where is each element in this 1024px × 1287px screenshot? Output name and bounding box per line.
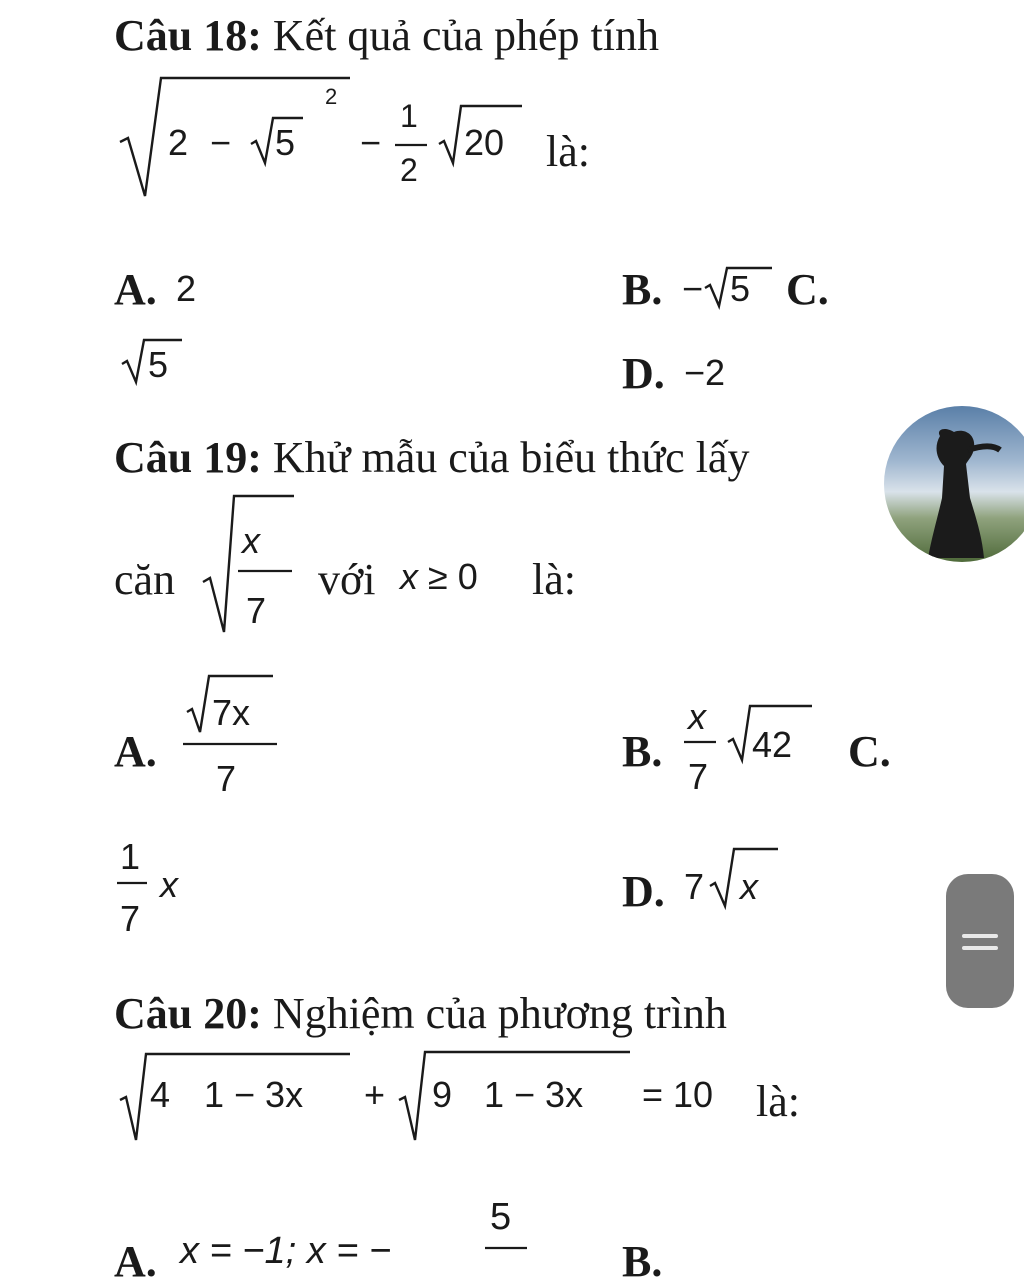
q19-option-b-label: B.: [622, 727, 663, 776]
q18-frac-num: 1: [400, 98, 418, 134]
q19-option-a-num: [212, 692, 250, 734]
q19-frac-den: 7: [246, 590, 267, 631]
q19-option-c-den: 7: [120, 898, 141, 939]
q19-suffix: là:: [532, 555, 576, 604]
q20-text: Nghiệm của phương trình: [261, 989, 727, 1038]
q18-number: Câu 18:: [114, 11, 262, 60]
q18-frac-den: 2: [400, 152, 418, 188]
q18-option-a-value: 2: [176, 268, 197, 309]
q19-option-d-radicand: x: [740, 866, 758, 907]
q18-option-b-minus: −: [682, 268, 704, 309]
q18-exponent: 2: [325, 84, 338, 109]
q18-radicand-20: 20: [464, 122, 505, 163]
q20-plus: +: [364, 1074, 386, 1115]
q19-option-c-label: C.: [848, 727, 891, 776]
profile-photo[interactable]: [884, 406, 1024, 562]
q19-prefix: căn: [114, 555, 176, 604]
q18-option-c-label: C.: [786, 265, 829, 314]
scroll-handle-icon-line: [962, 946, 998, 950]
q19-option-c-var: x: [160, 864, 178, 905]
q19-option-b-num: x: [688, 696, 706, 737]
q20-option-a-num: 5: [490, 1196, 512, 1238]
q18-minus: −: [210, 122, 232, 163]
q18-suffix: là:: [546, 127, 590, 176]
q20-option-b-label: B.: [622, 1237, 663, 1286]
scroll-handle-icon: [962, 934, 998, 938]
q19-number: Câu 19:: [114, 433, 262, 482]
q20-option-a-value: x = −1; x = −: [180, 1230, 392, 1272]
q19-option-a-radicand: 7x: [212, 692, 251, 733]
q19-option-a-label: A.: [114, 727, 157, 776]
q19-option-b-den: 7: [688, 756, 709, 797]
q18-outer-radical: [120, 78, 350, 196]
q18-option-a-label: A.: [114, 265, 157, 314]
q19-text: Khử mẫu của biểu thức lấy: [261, 433, 750, 482]
q18-radicand-5: 5: [275, 122, 296, 163]
q18-option-d-value: −2: [684, 352, 726, 393]
q18-minus-2: −: [360, 122, 382, 163]
q19-cond-rest: ≥ 0: [418, 556, 478, 597]
q20-heading: [114, 988, 727, 1039]
scroll-handle[interactable]: [946, 874, 1014, 1008]
q20-radicand-1-rest: 1 − 3x: [204, 1074, 304, 1115]
q18-option-b-label: B.: [622, 265, 663, 314]
q20-option-a-label: A.: [114, 1237, 157, 1286]
q19-option-c-num: 1: [120, 836, 141, 877]
q20-radicand-1-coef: 4: [150, 1074, 171, 1115]
q19-frac-num: x: [242, 520, 260, 561]
q20-radicand-2-rest: 1 − 3x: [484, 1074, 584, 1115]
q18-option-b-radicand: 5: [730, 268, 751, 309]
q20-equals: = 10: [642, 1074, 714, 1115]
q20-number: Câu 20:: [114, 989, 262, 1038]
person-silhouette-icon: [884, 406, 1024, 562]
q18-option-d-label: D.: [622, 349, 665, 398]
q19-option-a-den: 7: [216, 758, 237, 799]
q19-option-b-radicand: 42: [752, 724, 793, 765]
q20-radicand-2-coef: 9: [432, 1074, 453, 1115]
q18-text: Kết quả của phép tính: [261, 11, 660, 60]
q19-with: với: [318, 555, 376, 604]
q18-option-c-radicand: 5: [148, 344, 169, 385]
q18-term-2: 2: [168, 122, 189, 163]
q19-cond-var: x: [400, 556, 418, 597]
q19-option-d-label: D.: [622, 867, 665, 916]
q19-option-d-coef: 7: [684, 866, 705, 907]
q19-heading: [114, 432, 749, 483]
q20-suffix: là:: [756, 1077, 800, 1126]
